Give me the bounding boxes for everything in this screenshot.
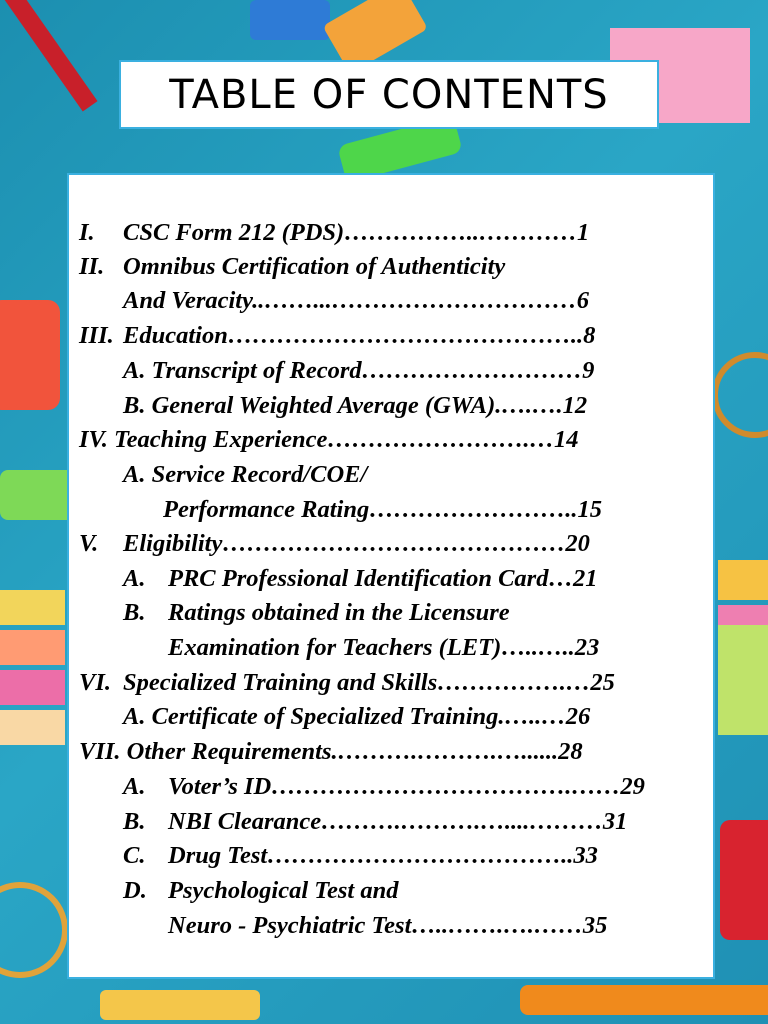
sticky-tabs-icon [0,590,65,745]
toc-number: A. [123,773,146,800]
page-title: TABLE OF CONTENTS [169,71,609,118]
toc-text: A. Transcript of Record………………………9 [123,357,595,384]
toc-text: Eligibility……………………………………20 [123,530,590,557]
toc-text: Omnibus Certification of Authenticity [123,253,506,280]
toc-number: VI. [79,669,112,696]
toc-text: Voter’s ID……………………………….……29 [168,773,645,800]
toc-number: V. [79,530,99,557]
sticky-tabs-icon [718,560,768,735]
toc-text: Neuro - Psychiatric Test…..…….….……35 [168,912,608,939]
toc-number: C. [123,842,146,869]
toc-text: Performance Rating……………………..15 [163,496,602,523]
toc-text: CSC Form 212 (PDS)……………..…………1 [123,219,590,246]
toc-text: Drug Test………………………………..33 [168,842,598,869]
toc-number: III. [79,322,114,349]
toc-text: NBI Clearance……….……….…....………31 [168,808,628,835]
toc-text: A. Service Record/COE/ [123,461,368,488]
toc-text: Examination for Teachers (LET)…..…..23 [168,634,600,661]
toc-text: VII. Other Requirements.……….……….…......28 [79,738,583,765]
toc-text: Specialized Training and Skills…………….…25 [123,669,615,696]
toc-number: II. [79,253,105,280]
toc-text: And Veracity..……...…………………………6 [123,287,589,314]
toc-number: D. [123,877,147,904]
toc-text: IV. Teaching Experience…………………….…14 [79,426,579,453]
toc-number: A. [123,565,146,592]
toc-text: PRC Professional Identification Card…21 [168,565,598,592]
toc-text: B. General Weighted Average (GWA).….….12 [123,392,588,419]
toc-number: I. [79,219,95,246]
title-box [119,60,659,129]
pencil-icon [2,0,97,112]
toc-text: Ratings obtained in the Licensure [168,599,510,626]
toc-text: Psychological Test and [168,877,399,904]
toc-text: A. Certificate of Specialized Training.…..…26 [123,703,591,730]
toc-text: Education……………………………………..8 [123,322,596,349]
table-of-contents [67,173,715,979]
toc-number: B. [123,808,146,835]
toc-number: B. [123,599,146,626]
marker-icon [0,300,75,520]
